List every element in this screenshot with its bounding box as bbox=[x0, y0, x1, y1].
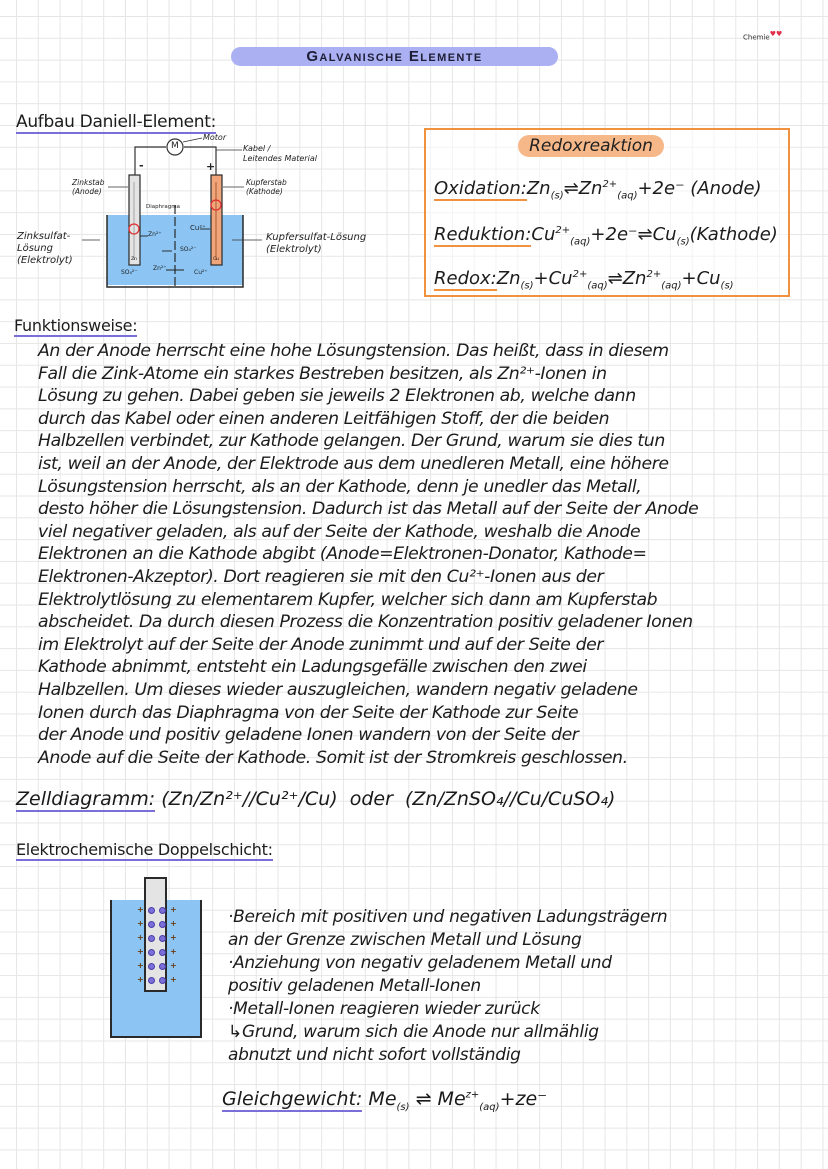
anode-minus-sign: - bbox=[139, 159, 144, 172]
copper-rod-label: Kupferstab bbox=[246, 178, 287, 187]
minus-charge-icon bbox=[148, 935, 155, 942]
reduction-rhs: Cu bbox=[652, 224, 677, 245]
equilibrium-arrow-icon: ⇌ bbox=[637, 224, 653, 245]
minus-charge-icon bbox=[159, 935, 166, 942]
paragraph-line: abscheidet. Da durch diesen Prozess die Konzentration positiv geladener Ionen bbox=[38, 612, 693, 633]
paragraph-line: An der Anode herrscht eine hohe Lösungstension. Das heißt, dass in diesem bbox=[38, 341, 669, 361]
paragraph-line: Fall die Zink-Atome ein starkes Bestreben besitzen, als Zn²⁺-Ionen in bbox=[38, 363, 607, 384]
oxidation-lhs-state: (s) bbox=[550, 190, 564, 202]
paragraph-line: viel negativer geladen, als auf der Seite der Kathode, weshalb die Anode bbox=[38, 521, 641, 542]
oxidation-lhs: Zn bbox=[526, 178, 551, 199]
rod-zn-label: Zn bbox=[131, 257, 137, 262]
diaphragm-label: Diaphragma bbox=[146, 204, 180, 210]
gleichgewicht-lhs-state: (s) bbox=[396, 1101, 410, 1113]
redox-label: Redox: bbox=[434, 268, 497, 289]
brand-label bbox=[743, 30, 782, 41]
paragraph-line: durch das Kabel oder einen anderen Leitfähigen Stoff, der die beiden bbox=[38, 408, 610, 429]
paragraph-line: Lösungstension herrscht, als an der Kathode, denn je unedler das Metall, bbox=[38, 476, 642, 497]
gleichgewicht-line bbox=[222, 1088, 547, 1113]
paragraph-line: Ionen durch das Diaphragma von der Seite der Kathode zur Seite bbox=[38, 702, 579, 723]
paragraph-line: desto höher die Lösungstension. Dadurch ist das Metall auf der Seite der Anode bbox=[38, 499, 699, 520]
oxidation-label: Oxidation: bbox=[434, 178, 527, 199]
page-title-text: Galvanische Elemente bbox=[306, 48, 483, 65]
plus-charge-icon: + bbox=[170, 961, 177, 970]
zelldiagramm-connector: oder bbox=[349, 788, 393, 810]
bullet-line: abnutzt und nicht sofort vollständig bbox=[228, 1045, 521, 1065]
zinc-solution-label: Zinksulfat- bbox=[17, 231, 71, 242]
doppelschicht-heading: Elektrochemische Doppelschicht: bbox=[16, 840, 273, 859]
plus-charge-icon: + bbox=[170, 975, 177, 984]
paragraph-line: ist, weil an der Anode, der Elektrode aus dem unedleren Metall, eine höhere bbox=[38, 453, 669, 474]
minus-charge-icon bbox=[148, 977, 155, 984]
paragraph-line: Lösung zu gehen. Dabei geben sie jeweils 2 Elektronen ab, welche dann bbox=[38, 386, 636, 407]
reduction-lhs-charge: 2+ bbox=[555, 225, 571, 236]
zelldiagramm-label: Zelldiagramm: bbox=[16, 788, 156, 810]
cable-label: Kabel / bbox=[243, 144, 271, 153]
reduction-rhs-state: (s) bbox=[676, 236, 690, 248]
redox-b: +Cu bbox=[533, 268, 573, 289]
reduction-label: Reduktion: bbox=[434, 224, 532, 245]
bullet-line: ·Bereich mit positiven und negativen Ladungsträgern bbox=[228, 907, 668, 927]
zelldiagramm-formula-salts: (Zn/ZnSO₄//Cu/CuSO₄) bbox=[404, 788, 616, 810]
motor-symbol: M bbox=[171, 141, 179, 151]
hearts-icon: ♥♥ bbox=[769, 30, 783, 38]
ion-so4-left: SO₄²⁻ bbox=[121, 269, 138, 276]
daniell-diagram bbox=[0, 130, 420, 300]
minus-charge-icon bbox=[148, 907, 155, 914]
plus-charge-icon: + bbox=[137, 961, 144, 970]
gleichgewicht-lhs: Me bbox=[368, 1088, 397, 1110]
paragraph-line: im Elektrolyt auf der Seite der Anode zunimmt und auf der Seite der bbox=[38, 634, 604, 655]
minus-charge-icon bbox=[159, 907, 166, 914]
zinc-rod-role: (Anode) bbox=[72, 187, 102, 196]
reduction-lhs: Cu bbox=[531, 224, 556, 245]
redox-equation bbox=[434, 268, 734, 292]
redox-c-charge: 2+ bbox=[646, 269, 662, 280]
redox-d: +Cu bbox=[681, 268, 721, 289]
plus-charge-icon: + bbox=[137, 933, 144, 942]
paragraph-line: Elektronen-Akzeptor). Dort reagieren sie mit den Cu²⁺-Ionen aus der bbox=[38, 566, 604, 587]
copper-rod-role: (Kathode) bbox=[246, 187, 283, 196]
ion-so4-mid: SO₄²⁻ bbox=[180, 246, 197, 253]
ion-zn-out: Zn²⁺ bbox=[148, 231, 162, 238]
bullet-line: ↳Grund, warum sich die Anode nur allmählig bbox=[228, 1022, 599, 1042]
bullet-line: positiv geladenen Metall-Ionen bbox=[228, 976, 481, 996]
redox-a: Zn bbox=[496, 268, 521, 289]
minus-charge-icon bbox=[159, 921, 166, 928]
plus-charge-icon: + bbox=[170, 933, 177, 942]
copper-solution-label: Kupfersulfat-Lösung bbox=[266, 232, 367, 243]
gleichgewicht-electrons: +ze⁻ bbox=[499, 1088, 548, 1110]
redox-d-state: (s) bbox=[720, 280, 734, 292]
zinc-solution-label-2: Lösung bbox=[17, 243, 53, 254]
oxidation-rhs: Zn bbox=[578, 178, 603, 199]
gleichgewicht-label: Gleichgewicht: bbox=[222, 1088, 363, 1110]
paragraph-line: Halbzellen. Um dieses wieder auszugleichen, wandern negativ geladene bbox=[38, 679, 638, 700]
motor-label: Motor bbox=[203, 133, 227, 142]
rod-cu-label: Cu bbox=[213, 257, 219, 262]
cathode-plus-sign: + bbox=[206, 160, 216, 173]
paragraph-line: Halbzellen verbindet, zur Kathode gelangen. Der Grund, warum sie dies tun bbox=[38, 431, 665, 452]
doppelschicht-bullets bbox=[228, 906, 667, 1067]
minus-charge-icon bbox=[159, 963, 166, 970]
paragraph-line: Elektrolytlösung zu elementarem Kupfer, welcher sich dann am Kupferstab bbox=[38, 589, 658, 610]
plus-charge-icon: + bbox=[137, 947, 144, 956]
redox-b-charge: 2+ bbox=[572, 269, 588, 280]
page-title bbox=[231, 47, 558, 66]
zelldiagramm-formula-ions: (Zn/Zn²⁺//Cu²⁺/Cu) bbox=[161, 788, 338, 810]
redox-c: Zn bbox=[622, 268, 647, 289]
zinc-rod-label: Zinkstab bbox=[72, 178, 105, 187]
reduction-rest: (Kathode) bbox=[689, 224, 778, 245]
gleichgewicht-rhs-charge: z+ bbox=[465, 1089, 480, 1101]
reduction-equation bbox=[434, 224, 778, 248]
minus-charge-icon bbox=[148, 921, 155, 928]
equilibrium-arrow-icon: ⇌ bbox=[607, 268, 623, 289]
funktionsweise-paragraph bbox=[38, 340, 728, 769]
equilibrium-arrow-icon: ⇌ bbox=[563, 178, 579, 199]
ion-zn-mid: Zn²⁺ bbox=[153, 265, 167, 272]
plus-charge-icon: + bbox=[170, 919, 177, 928]
oxidation-rhs-state: (aq) bbox=[617, 190, 638, 202]
paragraph-line: Elektronen an die Kathode abgibt (Anode=Elektronen-Donator, Kathode= bbox=[38, 544, 647, 565]
daniell-diagram-graphic bbox=[0, 130, 420, 300]
ion-cu-in: Cu²⁺ bbox=[190, 224, 206, 232]
plus-charge-icon: + bbox=[137, 975, 144, 984]
brand-text: Chemie bbox=[743, 33, 770, 42]
paragraph-line: Kathode abnimmt, entsteht ein Ladungsgefälle zwischen den zwei bbox=[38, 657, 587, 678]
zinc-solution-label-3: (Elektrolyt) bbox=[17, 255, 73, 266]
redox-box bbox=[424, 128, 790, 297]
equilibrium-arrow-icon: ⇌ bbox=[415, 1088, 432, 1110]
bullet-line: ·Anziehung von negativ geladenem Metall und bbox=[228, 953, 612, 973]
gleichgewicht-rhs-state: (aq) bbox=[479, 1101, 500, 1113]
oxidation-rhs-charge: 2+ bbox=[602, 179, 618, 190]
plus-charge-icon: + bbox=[137, 905, 144, 914]
bullet-line: ·Metall-Ionen reagieren wieder zurück bbox=[228, 999, 540, 1019]
plus-charge-icon: + bbox=[137, 919, 144, 928]
plus-charge-icon: + bbox=[170, 905, 177, 914]
gleichgewicht-rhs: Me bbox=[437, 1088, 466, 1110]
minus-charge-icon bbox=[148, 963, 155, 970]
redox-b-state: (aq) bbox=[587, 280, 608, 292]
plus-charge-icon: + bbox=[170, 947, 177, 956]
zelldiagramm-line bbox=[16, 788, 615, 810]
oxidation-rest: +2e⁻ (Anode) bbox=[637, 178, 762, 199]
reduction-lhs-state: (aq) bbox=[570, 236, 591, 248]
cable-label-2: Leitendes Material bbox=[243, 154, 317, 163]
copper-solution-label-2: (Elektrolyt) bbox=[266, 244, 322, 255]
redox-c-state: (aq) bbox=[661, 280, 682, 292]
minus-charge-icon bbox=[159, 977, 166, 984]
minus-charge-icon bbox=[159, 949, 166, 956]
double-layer-charges bbox=[110, 877, 202, 997]
reduction-electrons: +2e⁻ bbox=[590, 224, 638, 245]
paragraph-line: der Anode und positiv geladene Ionen wandern von der Seite der bbox=[38, 725, 579, 746]
minus-charge-icon bbox=[148, 949, 155, 956]
aufbau-heading: Aufbau Daniell-Element: bbox=[16, 112, 217, 132]
funktionsweise-heading: Funktionsweise: bbox=[14, 316, 138, 335]
paragraph-line: Anode auf die Seite der Kathode. Somit ist der Stromkreis geschlossen. bbox=[38, 747, 628, 768]
redox-a-state: (s) bbox=[520, 280, 534, 292]
ion-cu-bottom: Cu²⁺ bbox=[194, 269, 208, 276]
redox-title: Redoxreaktion bbox=[518, 135, 664, 157]
bullet-line: an der Grenze zwischen Metall und Lösung bbox=[228, 930, 582, 950]
oxidation-equation bbox=[434, 178, 762, 202]
